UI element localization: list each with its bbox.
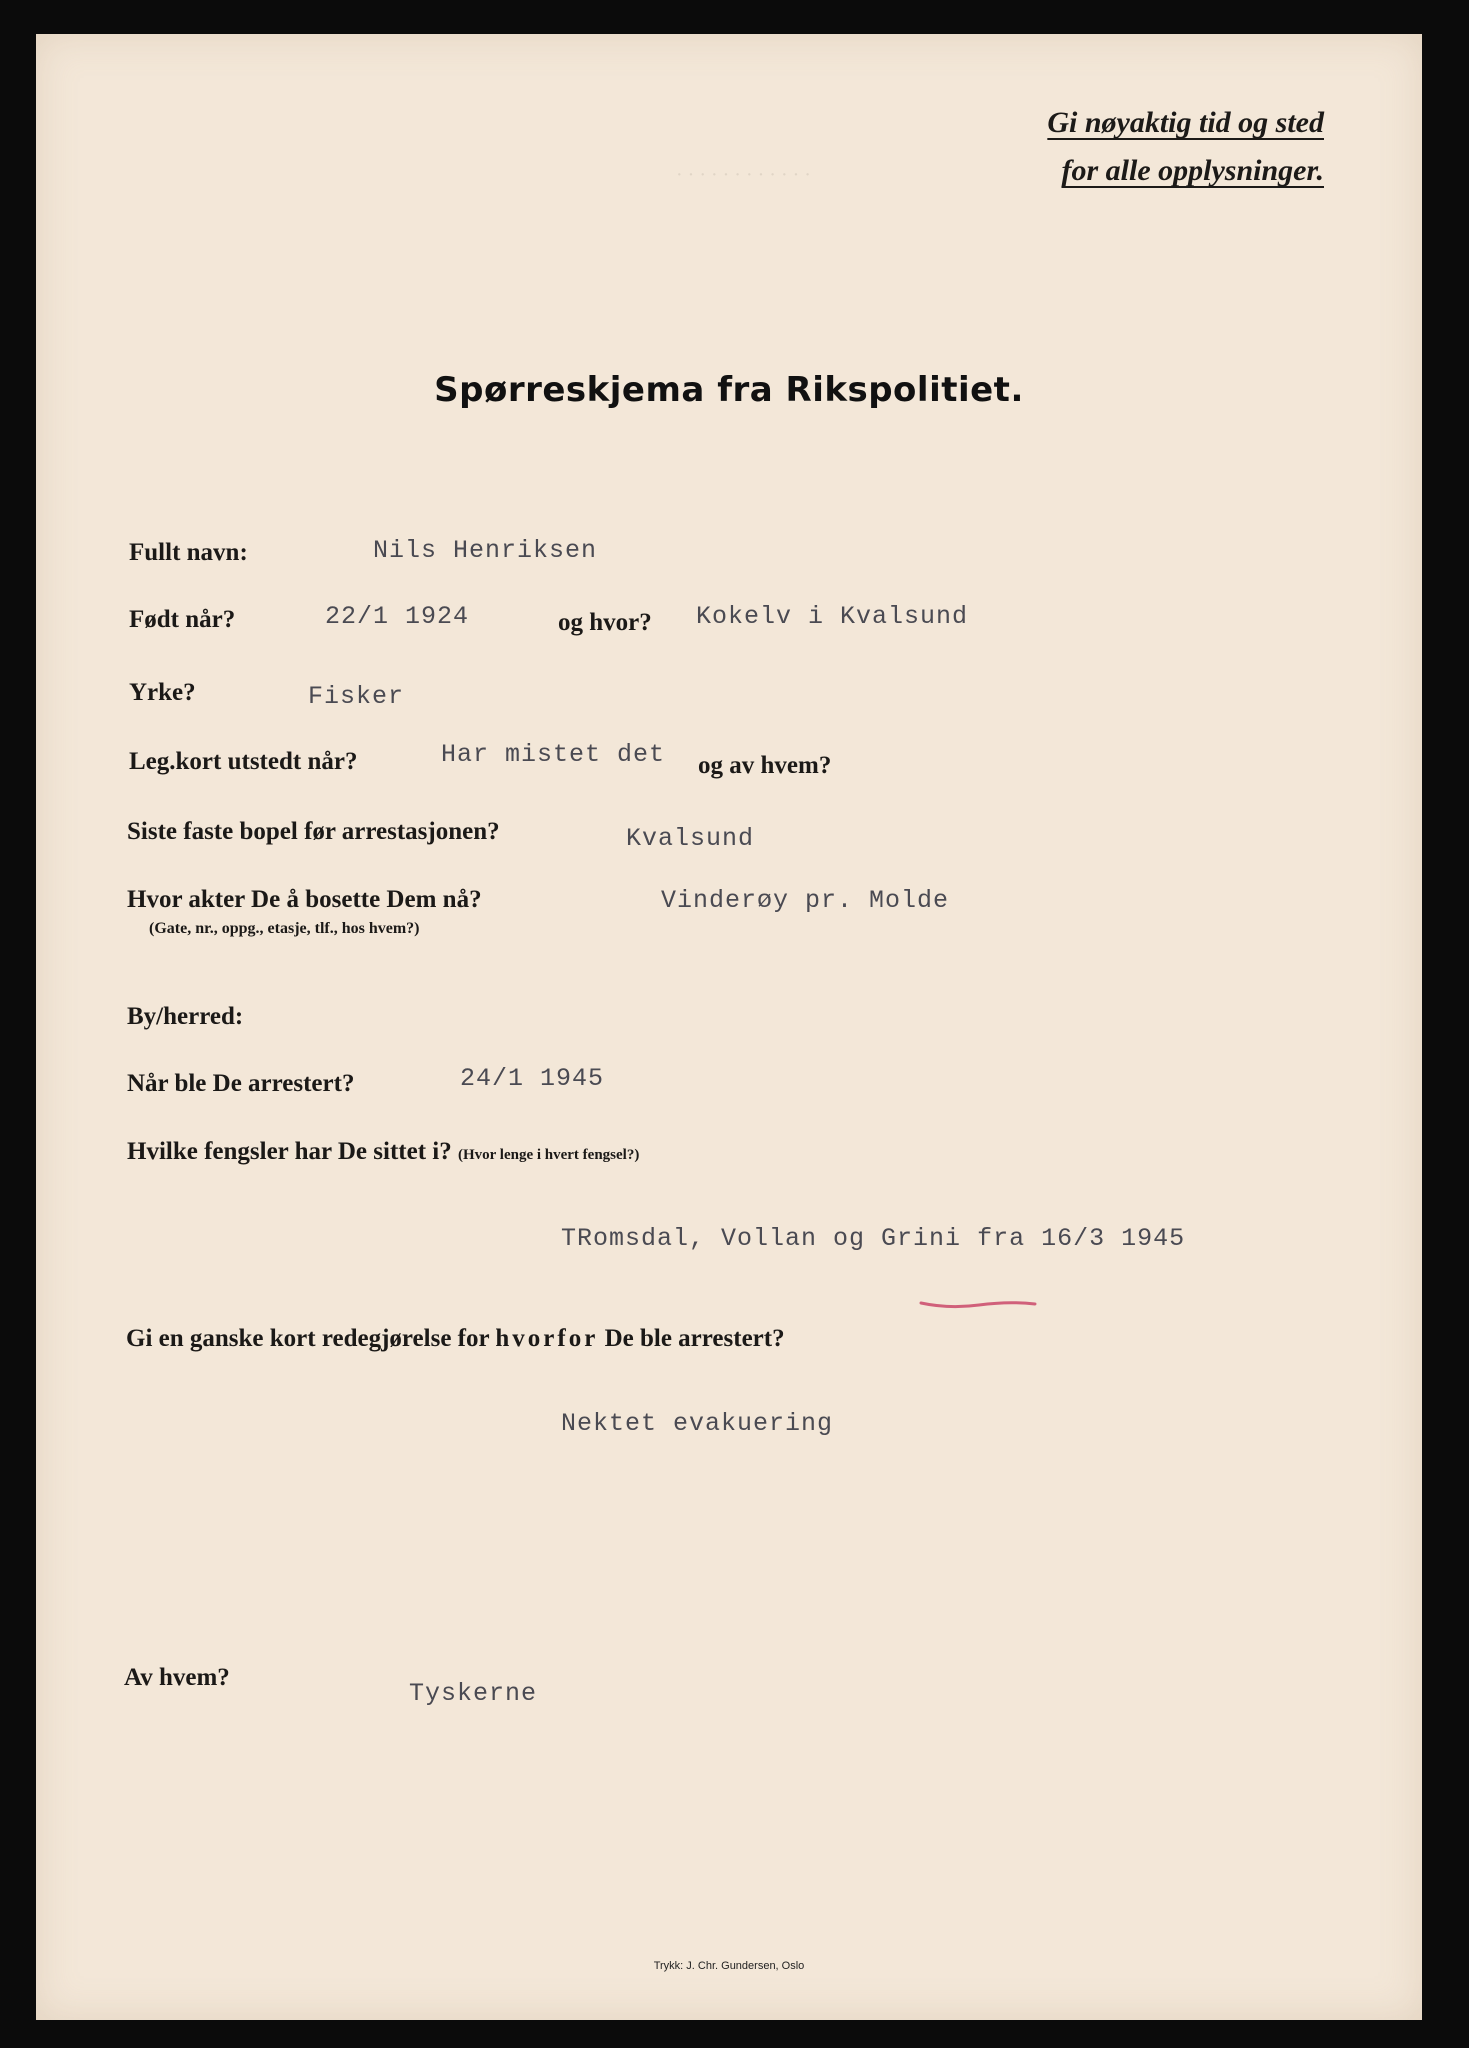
reason-value: Nektet evakuering xyxy=(561,1409,834,1438)
header-note-line2: for alle opplysninger. xyxy=(1061,154,1324,187)
prisons-label-text: Hvilke fengsler har De sittet i? xyxy=(127,1138,452,1165)
name-value: Nils Henriksen xyxy=(373,536,598,565)
arrested-when-label: Når ble De arrestert? xyxy=(127,1070,355,1097)
prisons-sublabel: (Hvor lenge i hvert fengsel?) xyxy=(457,1147,640,1163)
reason-label-prefix: Gi en ganske kort redegjørelse for xyxy=(126,1325,490,1352)
header-note-line1: Gi nøyaktig tid og sted xyxy=(1047,106,1324,139)
reason-label-suffix: De ble arrestert? xyxy=(604,1325,785,1352)
prisons-label xyxy=(127,1138,639,1166)
document-page xyxy=(36,34,1422,2020)
last-residence-label: Siste faste bopel før arrestasjonen? xyxy=(127,818,500,845)
occupation-value: Fisker xyxy=(308,682,405,711)
bleed-through-mark: · · · · · · · · · · · · xyxy=(676,164,811,186)
settle-sublabel: (Gate, nr., oppg., etasje, tlf., hos hvem?) xyxy=(149,920,420,937)
occupation-label: Yrke? xyxy=(129,679,196,706)
red-pencil-underline xyxy=(919,1299,1037,1309)
born-when-value: 22/1 1924 xyxy=(325,602,470,631)
arrested-when-value: 24/1 1945 xyxy=(460,1064,605,1093)
settle-value: Vinderøy pr. Molde xyxy=(661,886,950,915)
arrested-by-value: Tyskerne xyxy=(409,1679,538,1708)
prisons-value: TRomsdal, Vollan og Grini fra 16/3 1945 xyxy=(561,1224,1186,1253)
born-when-label: Født når? xyxy=(129,606,236,633)
last-residence-value: Kvalsund xyxy=(626,824,755,853)
settle-label: Hvor akter De å bosette Dem nå? xyxy=(127,886,482,913)
printer-imprint: Trykk: J. Chr. Gundersen, Oslo xyxy=(653,1960,805,1972)
arrested-by-label: Av hvem? xyxy=(124,1664,230,1691)
id-card-when-label: Leg.kort utstedt når? xyxy=(129,748,358,775)
id-card-by-label: og av hvem? xyxy=(698,752,832,779)
born-where-label: og hvor? xyxy=(558,609,652,636)
municipality-label: By/herred: xyxy=(127,1003,244,1030)
reason-label-emphasis: hvorfor xyxy=(495,1325,599,1352)
name-label: Fullt navn: xyxy=(129,539,248,566)
born-where-value: Kokelv i Kvalsund xyxy=(696,602,969,631)
reason-label xyxy=(126,1325,785,1353)
id-card-when-value: Har mistet det xyxy=(441,740,666,769)
form-title: Spørreskjema fra Rikspolitiet. xyxy=(434,370,1024,410)
